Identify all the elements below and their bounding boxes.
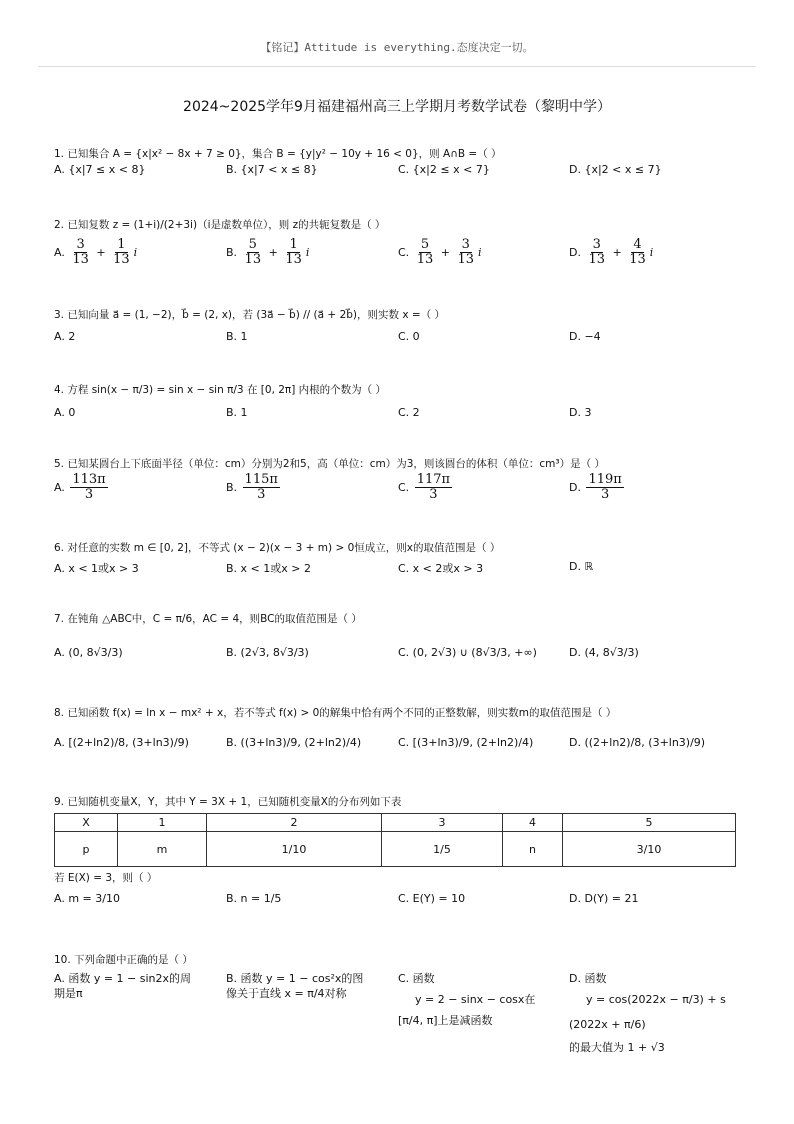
table-cell: m (118, 832, 207, 867)
q7-option-d[interactable]: D. (4, 8√3/3) (569, 646, 639, 659)
q5-label-b: B. (226, 480, 238, 494)
q9-option-c[interactable]: C. E(Y) = 10 (398, 892, 466, 905)
q2-option-c[interactable]: C. $\frac{5}{13}$ + $\frac{3}{13}$ i (398, 237, 482, 268)
q3-option-a[interactable]: A. 2 (54, 330, 76, 343)
exam-title: 2024~2025学年9月福建福州高三上学期月考数学试卷（黎明中学） (183, 99, 611, 115)
q10-stem: 10. 下列命题中正确的是（ ） (54, 954, 193, 966)
q3-option-d[interactable]: D. −4 (569, 330, 601, 343)
q5-b-frac: $\frac{115\pi}{3}$ (244, 472, 278, 503)
q9-option-a[interactable]: A. m = 3/10 (54, 892, 120, 905)
q2-label-a: A. (54, 245, 65, 259)
q4-stem: 4. 方程 sin(x − π/3) = sin x − sin π/3 在 [0, 2π] 内根的个数为（ ） (54, 384, 387, 396)
q10-c-line: C. 函数 (398, 972, 435, 985)
q2-option-b[interactable]: B. $\frac{5}{13}$ + $\frac{1}{13}$ i (226, 237, 310, 268)
q10-d-line: (2022x + π/6) (569, 1017, 646, 1031)
q2-b-frac1: $\frac{5}{13}$ (244, 237, 262, 268)
q6-option-a[interactable]: A. x < 1或x > 3 (54, 562, 139, 575)
table-row (55, 814, 736, 832)
q10-b-line: B. 函数 y = 1 − cos²x的图 (226, 972, 364, 985)
q2-option-d[interactable]: D. $\frac{3}{13}$ + $\frac{4}{13}$ i (569, 237, 654, 268)
table-cell: 1/5 (382, 832, 503, 867)
q1-option-c[interactable]: C. {x|2 ≤ x < 7} (398, 163, 490, 176)
q5-label-d: D. (569, 480, 581, 494)
table-cell: 1 (118, 814, 207, 832)
q10-c-line: [π/4, π]上是减函数 (398, 1013, 493, 1027)
q2-stem: 2. 已知复数 z = (1+i)/(2+3i)（i是虚数单位），则 z的共轭复数是（ ） (54, 219, 386, 231)
q10-a-line: A. 函数 y = 1 − sin2x的周 (54, 972, 192, 985)
q4-option-a[interactable]: A. 0 (54, 406, 76, 419)
q2-c-frac2: $\frac{3}{13}$ (457, 237, 474, 268)
q10-b-line: 像关于直线 x = π/4对称 (226, 986, 347, 1000)
table-cell: 3/10 (563, 832, 736, 867)
q5-option-b[interactable] (226, 473, 282, 503)
table-cell: 3 (382, 814, 503, 832)
q8-stem: 8. 已知函数 f(x) = ln x − mx² + x，若不等式 f(x) > 0的解集中恰有两个不同的正整数解，则实数m的取值范围是（ ） (54, 707, 617, 719)
q10-option-a[interactable] (54, 972, 219, 1002)
q5-d-frac: $\frac{119\pi}{3}$ (588, 472, 622, 503)
q2-option-a[interactable]: A. $\frac{3}{13}$ + $\frac{1}{13}$ i (54, 237, 138, 268)
q6-stem: 6. 对任意的实数 m ∈ [0, 2]，不等式 (x − 2)(x − 3 + m) > 0恒成立，则x的取值范围是（ ） (54, 542, 501, 554)
q5-label-c: C. (398, 480, 410, 494)
q1-option-a[interactable]: A. {x|7 ≤ x < 8} (54, 163, 146, 176)
table-cell: p (55, 832, 118, 867)
q4-option-c[interactable]: C. 2 (398, 406, 420, 419)
q9-stem: 9. 已知随机变量X，Y，其中 Y = 3X + 1，已知随机变量X的分布列如下表 (54, 796, 402, 808)
q2-label-c: C. (398, 245, 410, 259)
q1-option-d[interactable]: D. {x|2 < x ≤ 7} (569, 163, 662, 176)
q2-b-frac2: $\frac{1}{13}$ (285, 237, 302, 268)
q7-option-a[interactable]: A. (0, 8√3/3) (54, 646, 123, 659)
q2-label-b: B. (226, 245, 238, 259)
q6-option-b[interactable]: B. x < 1或x > 2 (226, 562, 311, 575)
table-row (55, 832, 736, 867)
q7-option-b[interactable]: B. (2√3, 8√3/3) (226, 646, 309, 659)
q6-option-d[interactable]: D. ℝ (569, 560, 594, 573)
q3-option-c[interactable]: C. 0 (398, 330, 420, 343)
table-cell: 1/10 (207, 832, 382, 867)
table-cell: 4 (503, 814, 563, 832)
q10-a-line: 期是π (54, 986, 83, 1000)
q10-d-line: D. 函数 (569, 972, 607, 985)
q5-stem: 5. 已知某圆台上下底面半径（单位：cm）分别为2和5，高（单位：cm）为3，则该圆台的体积（单位：cm³）是（ ） (54, 458, 605, 470)
table-cell: 2 (207, 814, 382, 832)
q10-d-line: 的最大值为 1 + √3 (569, 1040, 665, 1054)
q2-d-frac1: $\frac{3}{13}$ (588, 237, 606, 268)
q5-option-a[interactable] (54, 473, 110, 503)
table-cell: 5 (563, 814, 736, 832)
q2-d-frac2: $\frac{4}{13}$ (629, 237, 646, 268)
q10-option-d[interactable] (569, 972, 739, 1055)
table-cell: X (55, 814, 118, 832)
q4-option-d[interactable]: D. 3 (569, 406, 592, 419)
q7-stem: 7. 在钝角 △ABC中，C = π/6，AC = 4，则BC的取值范围是（ ） (54, 613, 362, 625)
q10-option-c[interactable] (398, 972, 563, 1029)
q7-option-c[interactable]: C. (0, 2√3) ∪ (8√3/3, +∞) (398, 646, 537, 659)
q3-option-b[interactable]: B. 1 (226, 330, 248, 343)
q2-label-d: D. (569, 245, 581, 259)
header-divider (38, 66, 756, 67)
q4-option-b[interactable]: B. 1 (226, 406, 248, 419)
q1-stem: 1. 已知集合 A = {x|x² − 8x + 7 ≥ 0}，集合 B = {y|y² − 10y + 16 < 0}，则 A∩B =（ ） (54, 148, 502, 160)
q8-option-c[interactable]: C. [(3+ln3)/9, (2+ln2)/4) (398, 736, 534, 749)
q1-option-b[interactable]: B. {x|7 < x ≤ 8} (226, 163, 318, 176)
q5-option-d[interactable] (569, 473, 626, 503)
q2-a-frac1: $\frac{3}{13}$ (72, 237, 89, 268)
table-cell: n (503, 832, 563, 867)
q8-option-d[interactable]: D. ((2+ln2)/8, (3+ln3)/9) (569, 736, 706, 749)
q10-option-b[interactable] (226, 972, 394, 1002)
distribution-table (54, 813, 736, 867)
q3-stem: 3. 已知向量 a⃗ = (1, −2)，b⃗ = (2, x)，若 (3a⃗ − b⃗) // (a⃗ + 2b⃗)，则实数 x =（ ） (54, 309, 446, 321)
q8-option-a[interactable]: A. [(2+ln2)/8, (3+ln3)/9) (54, 736, 189, 749)
q2-a-frac2: $\frac{1}{13}$ (113, 237, 130, 268)
q2-c-frac1: $\frac{5}{13}$ (416, 237, 434, 268)
q10-d-line: y = cos(2022x − π/3) + s (586, 992, 726, 1006)
page-banner: 【铭记】Attitude is everything.态度决定一切。 (260, 41, 534, 54)
q6-option-c[interactable]: C. x < 2或x > 3 (398, 562, 484, 575)
q10-c-line: y = 2 − sinx − cosx在 (415, 992, 536, 1006)
q5-option-c[interactable] (398, 473, 454, 503)
q5-label-a: A. (54, 480, 65, 494)
q9-option-d[interactable]: D. D(Y) = 21 (569, 892, 639, 905)
q5-c-frac: $\frac{117\pi}{3}$ (416, 472, 451, 503)
q5-a-frac: $\frac{113\pi}{3}$ (72, 472, 106, 503)
q9-condition: 若 E(X) = 3，则（ ） (54, 872, 158, 884)
q9-option-b[interactable]: B. n = 1/5 (226, 892, 282, 905)
q8-option-b[interactable]: B. ((3+ln3)/9, (2+ln2)/4) (226, 736, 362, 749)
